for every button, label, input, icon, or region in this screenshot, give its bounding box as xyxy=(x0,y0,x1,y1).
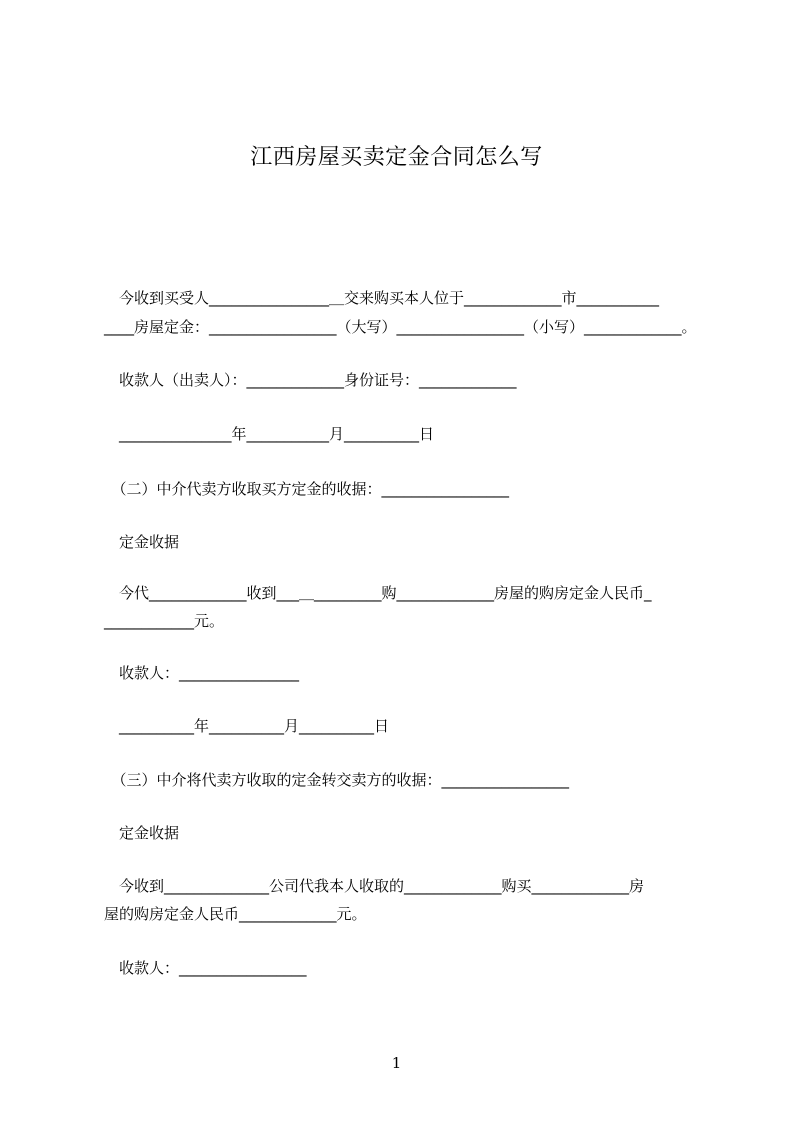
page-number: 1 xyxy=(391,1054,402,1072)
paragraph-transfer-line-2: 屋的购房定金人民币_____________元。 xyxy=(104,905,367,923)
paragraph-date-1: _______________年___________月__________日 xyxy=(104,425,435,443)
paragraph-agent-line-1: 今代_____________收到___＿_________购_____________房屋的购房定金人民币_ xyxy=(104,584,652,602)
paragraph-payee-3: 收款人：_________________ xyxy=(104,959,307,977)
section-heading-3: （三）中介将代卖方收取的定金转交卖方的收据：_________________ xyxy=(104,771,570,789)
paragraph-receipt-line-1: 今收到买受人________________＿交来购买本人位于_____________市___________ xyxy=(104,289,660,307)
section-heading-2: （二）中介代卖方收取买方定金的收据：_________________ xyxy=(104,480,510,498)
paragraph-transfer-line-1: 今收到______________公司代我本人收取的_____________购买_____________房 xyxy=(104,877,645,895)
paragraph-payee-id: 收款人（出卖人）：_____________身份证号：_____________ xyxy=(104,371,517,389)
paragraph-agent-line-2: ____________元。 xyxy=(104,612,225,630)
receipt-heading-2: 定金收据 xyxy=(104,824,180,842)
paragraph-payee-2: 收款人：________________ xyxy=(104,664,300,682)
paragraph-receipt-line-2: ____房屋定金：_________________（大写）_________________（小写）_____________。 xyxy=(104,318,697,336)
document-title: 江西房屋买卖定金合同怎么写 xyxy=(250,145,543,170)
receipt-heading-1: 定金收据 xyxy=(104,533,180,551)
paragraph-date-2: __________年__________月__________日 xyxy=(104,717,390,735)
